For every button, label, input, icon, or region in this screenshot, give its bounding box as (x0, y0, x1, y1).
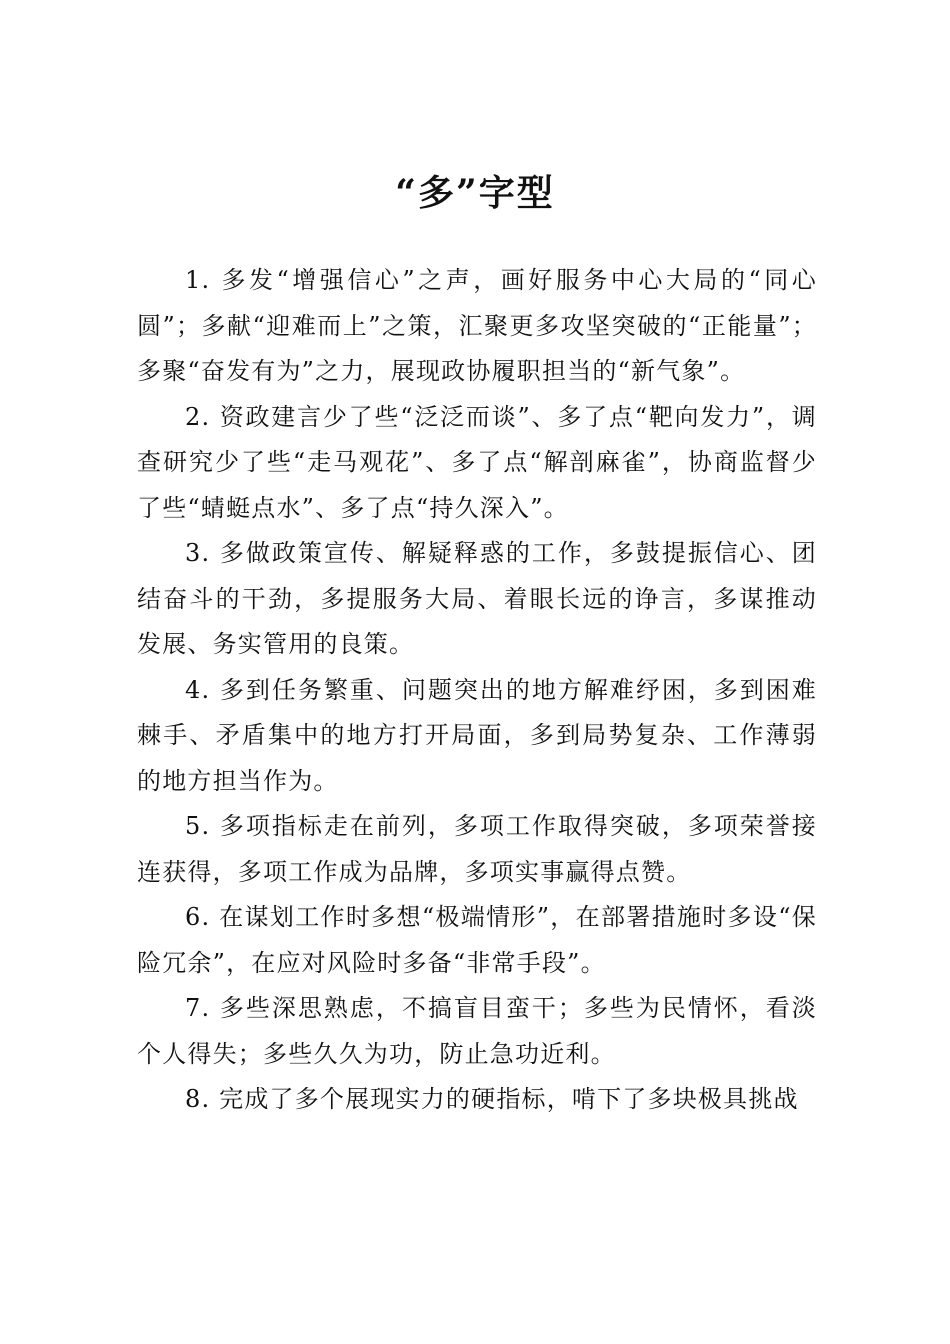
paragraph-2: 2. 资政建言少了些“泛泛而谈”、多了点“靶向发力”，调查研究少了些“走马观花”、多了点“解剖麻雀”，协商监督少了些“蜻蜓点水”、多了点“持久深入”。 (137, 402, 817, 522)
document-body (137, 258, 817, 1123)
paragraph-1: 1. 多发“增强信心”之声，画好服务中心大局的“同心圆”；多献“迎难而上”之策，汇聚更多攻坚突破的“正能量”；多聚“奋发有为”之力，展现政协履职担当的“新气象”。 (137, 266, 817, 385)
paragraph-8: 8. 完成了多个展现实力的硬指标，啃下了多块极具挑战 (185, 1085, 799, 1113)
paragraph-3: 3. 多做政策宣传、解疑释惑的工作，多鼓提振信心、团结奋斗的干劲，多提服务大局、着眼长远的诤言，多谋推动发展、务实管用的良策。 (137, 539, 817, 658)
paragraph-7: 7. 多些深思熟虑，不搞盲目蛮干；多些为民情怀，看淡个人得失；多些久久为功，防止急功近利。 (137, 994, 817, 1068)
paragraph-5: 5. 多项指标走在前列，多项工作取得突破，多项荣誉接连获得，多项工作成为品牌，多项实事赢得点赞。 (137, 812, 817, 886)
paragraph-4: 4. 多到任务繁重、问题突出的地方解难纾困，多到困难棘手、矛盾集中的地方打开局面，多到局势复杂、工作薄弱的地方担当作为。 (137, 675, 817, 795)
paragraph-6: 6. 在谋划工作时多想“极端情形”，在部署措施时多设“保险冗余”，在应对风险时多备“非常手段”。 (137, 903, 817, 977)
page-title: “多”字型 (395, 172, 555, 214)
